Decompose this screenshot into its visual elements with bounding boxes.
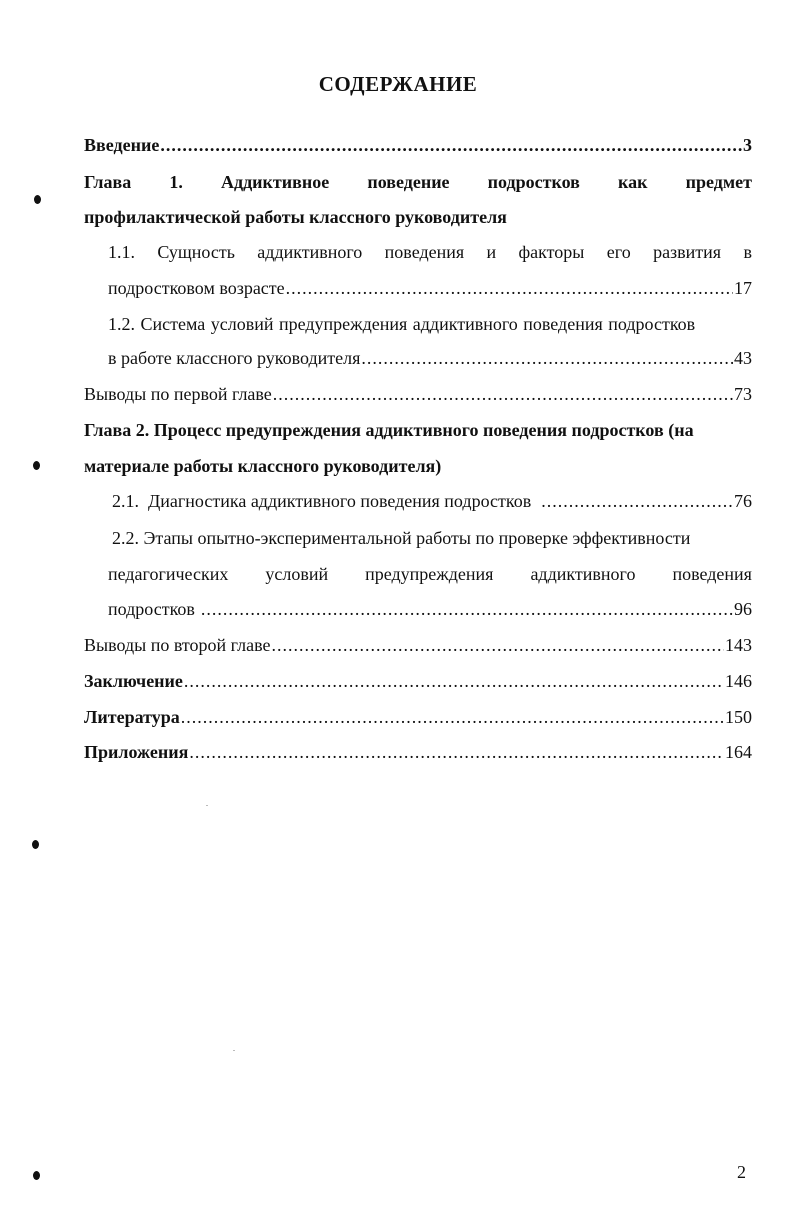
scan-speck xyxy=(233,1050,235,1051)
toc-conclusion-1-label: Выводы по первой главе xyxy=(84,384,272,404)
toc-appendix xyxy=(84,740,752,764)
scan-speck xyxy=(206,805,208,806)
toc-word: предупреждения xyxy=(365,564,494,584)
toc-word: Аддиктивное xyxy=(220,172,330,192)
toc-conclusion-1 xyxy=(84,382,752,406)
toc-section-1-2-label: 1.2. Система условий предупреждения аддиктивного поведения подростков xyxy=(108,314,696,334)
toc-intro xyxy=(84,133,752,157)
page-number: 2 xyxy=(737,1162,746,1182)
toc-literature-label: Литература xyxy=(84,707,180,727)
binding-hole-mark xyxy=(34,195,41,204)
toc-word: педагогических xyxy=(108,564,229,584)
toc-conclusion-page: 146 xyxy=(725,671,752,691)
toc-word: аддиктивного xyxy=(257,242,363,262)
binding-hole-mark xyxy=(33,461,40,470)
toc-word: поведения xyxy=(384,242,465,262)
toc-word: Сущность xyxy=(157,242,235,262)
toc-word: в xyxy=(743,242,752,262)
toc-section-2-2-page: 96 xyxy=(734,599,752,619)
page-title: СОДЕРЖАНИЕ xyxy=(318,72,478,96)
toc-section-2-2-line1: 2.2. Этапы опытно-экспериментальной работы по проверке эффективности xyxy=(112,528,691,548)
toc-section-1-2-label2: в работе классного руководителя xyxy=(108,348,361,368)
toc-word: 1. xyxy=(169,172,183,192)
toc-section-2-1-page: 76 xyxy=(734,491,752,511)
toc-section-1-2-line1 xyxy=(108,312,752,336)
toc-chapter1-line2: профилактической работы классного руководителя xyxy=(84,207,507,227)
toc-word: аддиктивного xyxy=(530,564,636,584)
toc-word: 1.1. xyxy=(108,242,135,262)
toc-section-1-2-line2 xyxy=(108,346,752,370)
toc-conclusion xyxy=(84,669,752,693)
toc-appendix-page: 164 xyxy=(725,742,752,762)
toc-word: подростков xyxy=(487,172,580,192)
binding-hole-mark xyxy=(32,840,39,849)
toc-word: как xyxy=(618,172,648,192)
toc-section-2-1-label: 2.1. Диагностика аддиктивного поведения подростков xyxy=(112,491,532,511)
toc-conclusion-2-label: Выводы по второй главе xyxy=(84,635,271,655)
toc-chapter2-line2: материале работы классного руководителя) xyxy=(84,456,442,476)
toc-section-1-1-line1 xyxy=(108,240,752,264)
toc-conclusion-2 xyxy=(84,633,752,657)
binding-hole-mark xyxy=(33,1171,40,1180)
toc-conclusion-2-page: 143 xyxy=(725,635,752,655)
toc-chapter2-line1: Глава 2. Процесс предупреждения аддиктивного поведения подростков (на xyxy=(84,420,694,440)
toc-word: его xyxy=(606,242,631,262)
toc-section-1-1-page: 17 xyxy=(734,278,752,298)
toc-chapter1-line1 xyxy=(84,170,752,194)
toc-intro-label: Введение xyxy=(84,135,160,155)
toc-word: и xyxy=(486,242,497,262)
toc-word: поведение xyxy=(367,172,450,192)
toc-word: факторы xyxy=(518,242,585,262)
toc-section-2-2-label: подростков xyxy=(108,599,195,619)
toc-section-2-1 xyxy=(112,489,752,513)
toc-word: поведения xyxy=(672,564,752,584)
toc-section-2-2-line2 xyxy=(108,562,752,586)
toc-word: Глава xyxy=(84,172,132,192)
toc-section-1-1-label: подростковом возрасте xyxy=(108,278,285,298)
toc-conclusion-label: Заключение xyxy=(84,671,183,691)
toc-word: условий xyxy=(265,564,329,584)
toc-section-2-2-line3 xyxy=(108,597,752,621)
toc-conclusion-1-page: 73 xyxy=(734,384,752,404)
toc-section-1-1-line2 xyxy=(108,276,752,300)
toc-literature xyxy=(84,705,752,729)
toc-section-1-2-page: 43 xyxy=(734,348,752,368)
toc-appendix-label: Приложения xyxy=(84,742,189,762)
toc-literature-page: 150 xyxy=(725,707,752,727)
toc-word: развития xyxy=(653,242,722,262)
toc-intro-page: 3 xyxy=(743,135,752,155)
toc-word: предмет xyxy=(685,172,752,192)
